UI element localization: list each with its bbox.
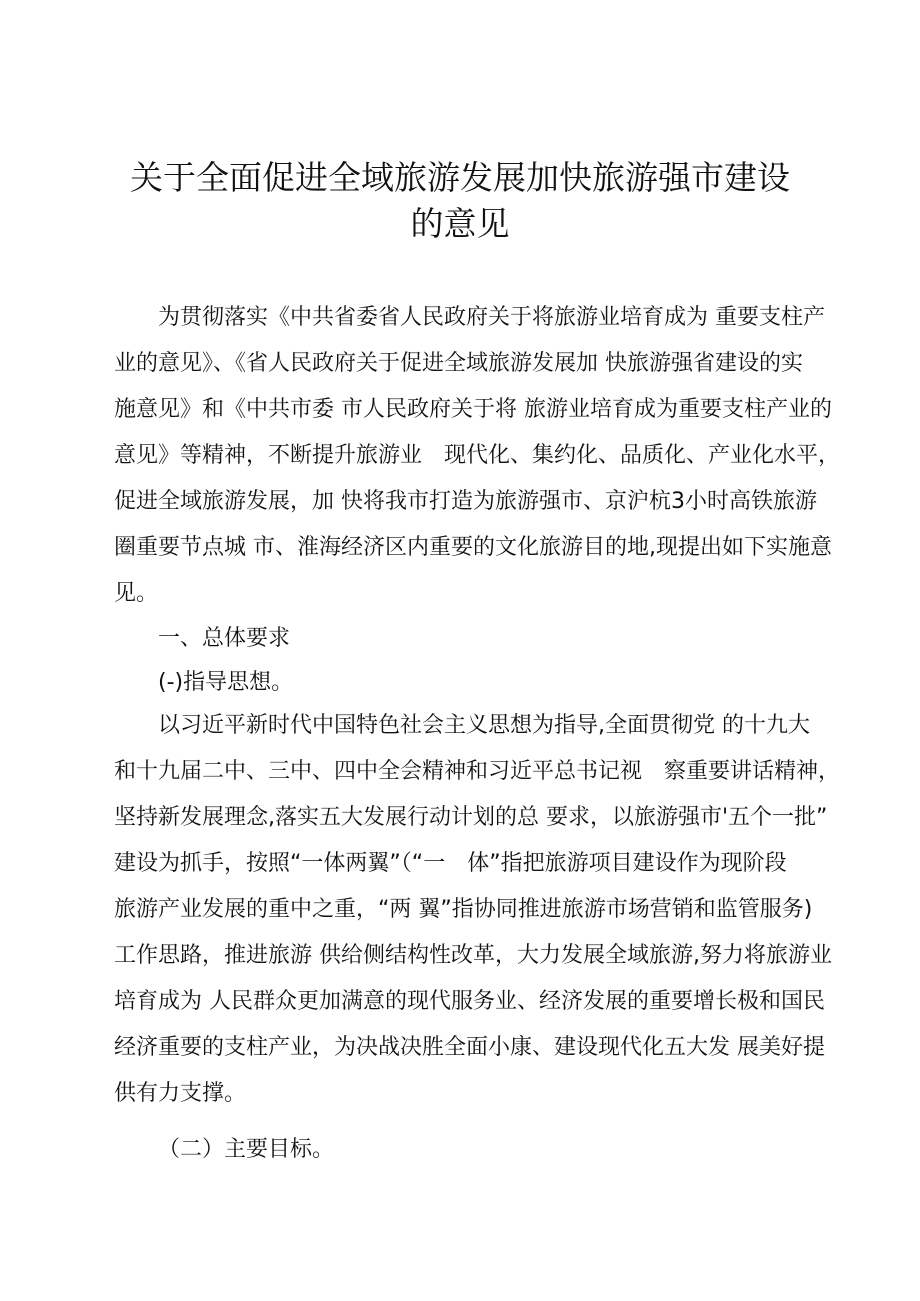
paragraph-2-line-6: 工作思路，推进旅游 供给侧结构性改革，大力发展全域旅游,努力将旅游业 bbox=[114, 943, 832, 968]
paragraph-1-line-7: 见。 bbox=[114, 581, 159, 606]
paragraph-2-line-3: 坚持新发展理念,落实五大发展行动计划的总 要求，以旅游强市'五个一批” bbox=[114, 805, 828, 830]
document-title-line-2: 的意见 bbox=[410, 204, 510, 243]
subsection-heading-guiding-ideology: (-)指导思想。 bbox=[158, 670, 294, 695]
paragraph-2-line-4: 建设为抓手，按照“一体两翼”（“一 体”指把旅游项目建设作为现阶段 bbox=[114, 851, 787, 876]
subsection-heading-main-goals: （二）主要目标。 bbox=[158, 1137, 335, 1162]
section-heading-general-requirements: 一、总体要求 bbox=[158, 626, 291, 651]
paragraph-2-line-1: 以习近平新时代中国特色社会主义思想为指导,全面贯彻党 的十九大 bbox=[158, 713, 810, 738]
document-title-line-1: 关于全面促进全域旅游发展加快旅游强市建设 bbox=[130, 158, 790, 197]
paragraph-2-line-7: 培育成为 人民群众更加满意的现代服务业、经济发展的重要增长极和国民 bbox=[114, 989, 825, 1014]
paragraph-1-line-3: 施意见》和《中共市委 市人民政府关于将 旅游业培育成为重要支柱产业的 bbox=[114, 397, 832, 422]
paragraph-1-line-2: 业的意见》、《省人民政府关于促进全域旅游发展加 快旅游强省建设的实 bbox=[114, 351, 803, 376]
paragraph-2-line-2: 和十九届二中、三中、四中全会精神和习近平总书记视 察重要讲话精神， bbox=[114, 759, 841, 784]
paragraph-1-line-1: 为贯彻落实《中共省委省人民政府关于将旅游业培育成为 重要支柱产 bbox=[158, 305, 825, 330]
paragraph-2-line-9: 供有力支撑。 bbox=[114, 1081, 247, 1106]
paragraph-2-line-8: 经济重要的支柱产业，为决战决胜全面小康、建设现代化五大发 展美好提 bbox=[114, 1035, 825, 1060]
paragraph-1-line-5: 促进全域旅游发展，加 快将我市打造为旅游强市、京沪杭3小时高铁旅游 bbox=[114, 489, 817, 514]
paragraph-1-line-4: 意见》等精神，不断提升旅游业 现代化、集约化、品质化、产业化水平， bbox=[114, 443, 841, 468]
paragraph-2-line-5: 旅游产业发展的重中之重，“两 翼”指协同推进旅游市场营销和监管服务) bbox=[114, 897, 813, 922]
paragraph-1-line-6: 圈重要节点城 市、淮海经济区内重要的文化旅游目的地,现提出如下实施意 bbox=[114, 535, 832, 560]
